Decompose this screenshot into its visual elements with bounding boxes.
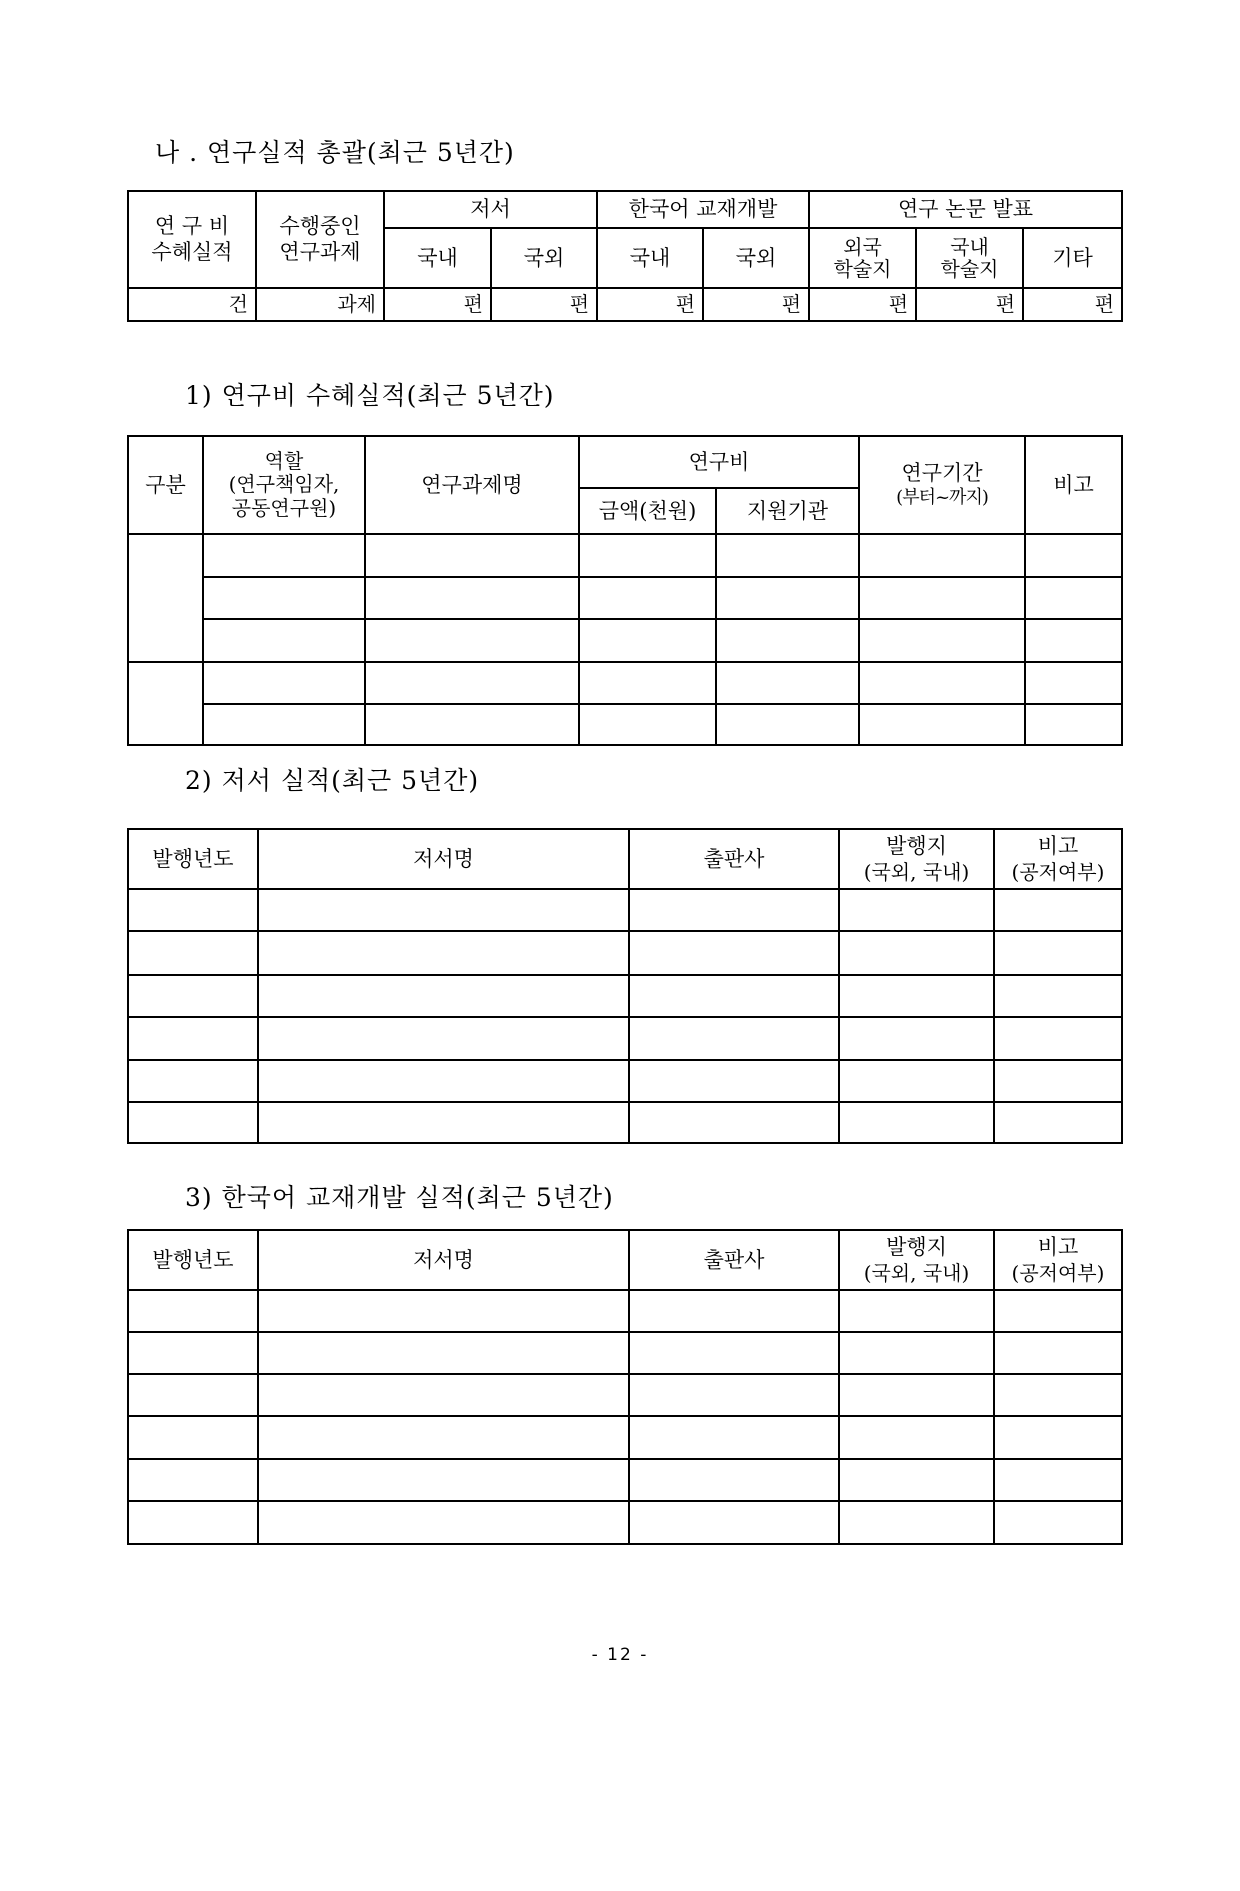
empty-cell bbox=[365, 704, 579, 745]
empty-cell bbox=[994, 1102, 1122, 1143]
header-publish-place-line2: (국외, 국내) bbox=[863, 1260, 970, 1285]
textbooks-foreign-header: 국외 bbox=[703, 228, 809, 288]
empty-cell bbox=[839, 1102, 994, 1143]
empty-cell bbox=[716, 662, 859, 704]
books-domestic-header: 국내 bbox=[384, 228, 491, 288]
empty-cell bbox=[203, 662, 365, 704]
empty-cell bbox=[716, 534, 859, 577]
empty-cell bbox=[839, 1374, 994, 1416]
empty-cell bbox=[258, 1102, 629, 1143]
empty-cell bbox=[839, 1501, 994, 1544]
empty-cell bbox=[258, 1017, 629, 1060]
empty-cell bbox=[859, 534, 1025, 577]
empty-cell bbox=[629, 1290, 839, 1332]
empty-cell bbox=[839, 1332, 994, 1374]
grant-total-header bbox=[128, 191, 256, 288]
unit-cell-grant: 건 bbox=[128, 288, 256, 321]
empty-cell bbox=[839, 889, 994, 931]
empty-cell bbox=[716, 619, 859, 662]
header-publish-place-line1: 발행지 bbox=[886, 1235, 947, 1259]
header-amount: 금액(천원) bbox=[579, 488, 716, 534]
category-group-cell bbox=[128, 662, 203, 745]
header-coauthor-note-line1: 비고 bbox=[1037, 834, 1079, 858]
category-group-cell bbox=[128, 534, 203, 662]
empty-cell bbox=[1025, 619, 1122, 662]
header-role-line2: (연구책임자, bbox=[228, 472, 340, 497]
empty-cell bbox=[258, 975, 629, 1017]
header-fund-group: 연구비 bbox=[579, 436, 859, 488]
unit-cell-etc: 편 bbox=[1023, 288, 1122, 321]
header-publish-year: 발행년도 bbox=[128, 829, 258, 889]
header-publisher: 출판사 bbox=[629, 829, 839, 889]
empty-cell bbox=[258, 1374, 629, 1416]
header-publish-year: 발행년도 bbox=[128, 1230, 258, 1290]
empty-cell bbox=[859, 704, 1025, 745]
empty-cell bbox=[258, 1459, 629, 1501]
header-publish-place bbox=[839, 829, 994, 889]
empty-cell bbox=[579, 534, 716, 577]
empty-cell bbox=[203, 619, 365, 662]
empty-cell bbox=[365, 619, 579, 662]
page-title: 나 . 연구실적 총괄(최근 5년간) bbox=[155, 138, 515, 167]
empty-cell bbox=[128, 1416, 258, 1459]
header-publisher: 출판사 bbox=[629, 1230, 839, 1290]
empty-cell bbox=[128, 1501, 258, 1544]
books-table bbox=[127, 828, 1123, 1144]
header-project-name: 연구과제명 bbox=[365, 436, 579, 534]
empty-cell bbox=[128, 1102, 258, 1143]
header-coauthor-note bbox=[994, 1230, 1122, 1290]
empty-cell bbox=[629, 931, 839, 975]
empty-cell bbox=[859, 662, 1025, 704]
domestic-journal-header-line1: 국내 bbox=[950, 234, 989, 259]
unit-cell-domestic-journal: 편 bbox=[916, 288, 1023, 321]
section-title-books: 2) 저서 실적(최근 5년간) bbox=[185, 766, 480, 795]
unit-cell-books-foreign: 편 bbox=[491, 288, 597, 321]
empty-cell bbox=[629, 1017, 839, 1060]
empty-cell bbox=[994, 889, 1122, 931]
header-period-line1: 연구기간 bbox=[901, 461, 983, 486]
empty-cell bbox=[258, 1416, 629, 1459]
header-coauthor-note-line2: (공저여부) bbox=[1011, 859, 1105, 884]
empty-cell bbox=[258, 1332, 629, 1374]
ongoing-projects-header-line1: 수행중인 bbox=[279, 213, 361, 238]
header-coauthor-note bbox=[994, 829, 1122, 889]
header-coauthor-note-line1: 비고 bbox=[1037, 1235, 1079, 1259]
empty-cell bbox=[128, 1374, 258, 1416]
ongoing-projects-header bbox=[256, 191, 384, 288]
empty-cell bbox=[128, 975, 258, 1017]
header-publish-place bbox=[839, 1230, 994, 1290]
empty-cell bbox=[365, 662, 579, 704]
empty-cell bbox=[839, 931, 994, 975]
empty-cell bbox=[994, 931, 1122, 975]
unit-cell-textbooks-foreign: 편 bbox=[703, 288, 809, 321]
summary-table bbox=[127, 190, 1123, 322]
header-category: 구분 bbox=[128, 436, 203, 534]
empty-cell bbox=[579, 619, 716, 662]
empty-cell bbox=[1025, 534, 1122, 577]
empty-cell bbox=[128, 931, 258, 975]
foreign-journal-header-line2: 학술지 bbox=[833, 257, 892, 281]
empty-cell bbox=[994, 1332, 1122, 1374]
empty-cell bbox=[839, 1290, 994, 1332]
empty-cell bbox=[128, 1060, 258, 1102]
unit-cell-books-domestic: 편 bbox=[384, 288, 491, 321]
empty-cell bbox=[994, 1290, 1122, 1332]
section-title-funding: 1) 연구비 수혜실적(최근 5년간) bbox=[185, 381, 555, 410]
empty-cell bbox=[579, 662, 716, 704]
empty-cell bbox=[629, 1459, 839, 1501]
empty-cell bbox=[839, 1416, 994, 1459]
empty-cell bbox=[994, 1501, 1122, 1544]
grant-total-header-line2: 수혜실적 bbox=[151, 239, 233, 264]
header-note: 비고 bbox=[1025, 436, 1122, 534]
unit-cell-foreign-journal: 편 bbox=[809, 288, 916, 321]
ongoing-projects-header-line2: 연구과제 bbox=[279, 239, 361, 264]
empty-cell bbox=[839, 1060, 994, 1102]
unit-cell-ongoing: 과제 bbox=[256, 288, 384, 321]
empty-cell bbox=[629, 1501, 839, 1544]
textbooks-domestic-header: 국내 bbox=[597, 228, 703, 288]
empty-cell bbox=[839, 1017, 994, 1060]
books-group-header: 저서 bbox=[384, 191, 597, 228]
section-title-textbooks: 3) 한국어 교재개발 실적(최근 5년간) bbox=[185, 1183, 614, 1212]
empty-cell bbox=[629, 1374, 839, 1416]
books-foreign-header: 국외 bbox=[491, 228, 597, 288]
header-period bbox=[859, 436, 1025, 534]
empty-cell bbox=[994, 1416, 1122, 1459]
header-publish-place-line1: 발행지 bbox=[886, 834, 947, 858]
empty-cell bbox=[1025, 704, 1122, 745]
grant-total-header-line1: 연 구 비 bbox=[154, 213, 230, 238]
empty-cell bbox=[258, 1501, 629, 1544]
empty-cell bbox=[994, 1459, 1122, 1501]
empty-cell bbox=[994, 975, 1122, 1017]
empty-cell bbox=[579, 704, 716, 745]
papers-group-header: 연구 논문 발표 bbox=[809, 191, 1122, 228]
empty-cell bbox=[859, 577, 1025, 619]
empty-cell bbox=[629, 1416, 839, 1459]
funding-table bbox=[127, 435, 1123, 746]
empty-cell bbox=[716, 704, 859, 745]
empty-cell bbox=[365, 534, 579, 577]
empty-cell bbox=[128, 1459, 258, 1501]
empty-cell bbox=[128, 1332, 258, 1374]
etc-header: 기타 bbox=[1023, 228, 1122, 288]
empty-cell bbox=[629, 1332, 839, 1374]
header-book-title: 저서명 bbox=[258, 829, 629, 889]
empty-cell bbox=[203, 577, 365, 619]
header-role-line1: 역할 bbox=[264, 448, 304, 473]
empty-cell bbox=[258, 1290, 629, 1332]
empty-cell bbox=[1025, 662, 1122, 704]
domestic-journal-header bbox=[916, 228, 1023, 288]
empty-cell bbox=[203, 534, 365, 577]
empty-cell bbox=[994, 1017, 1122, 1060]
empty-cell bbox=[579, 577, 716, 619]
empty-cell bbox=[258, 931, 629, 975]
domestic-journal-header-line2: 학술지 bbox=[940, 257, 999, 281]
empty-cell bbox=[716, 577, 859, 619]
empty-cell bbox=[629, 889, 839, 931]
header-publish-place-line2: (국외, 국내) bbox=[863, 859, 970, 884]
empty-cell bbox=[994, 1060, 1122, 1102]
empty-cell bbox=[839, 975, 994, 1017]
empty-cell bbox=[128, 889, 258, 931]
textbooks-table bbox=[127, 1229, 1123, 1545]
document-page bbox=[127, 138, 1121, 1545]
foreign-journal-header-line1: 외국 bbox=[843, 234, 882, 259]
empty-cell bbox=[258, 889, 629, 931]
empty-cell bbox=[629, 1060, 839, 1102]
empty-cell bbox=[128, 1017, 258, 1060]
textbooks-group-header: 한국어 교재개발 bbox=[597, 191, 809, 228]
header-coauthor-note-line2: (공저여부) bbox=[1011, 1260, 1105, 1285]
empty-cell bbox=[629, 1102, 839, 1143]
empty-cell bbox=[128, 1290, 258, 1332]
header-book-title: 저서명 bbox=[258, 1230, 629, 1290]
header-role-line3: 공동연구원) bbox=[231, 495, 337, 520]
empty-cell bbox=[1025, 577, 1122, 619]
empty-cell bbox=[994, 1374, 1122, 1416]
unit-cell-textbooks-domestic: 편 bbox=[597, 288, 703, 321]
empty-cell bbox=[859, 619, 1025, 662]
header-period-line2: (부터~까지) bbox=[896, 486, 988, 508]
empty-cell bbox=[203, 704, 365, 745]
empty-cell bbox=[839, 1459, 994, 1501]
page-number: - 12 - bbox=[591, 1645, 649, 1665]
empty-cell bbox=[365, 577, 579, 619]
header-agency: 지원기관 bbox=[716, 488, 859, 534]
foreign-journal-header bbox=[809, 228, 916, 288]
header-role bbox=[203, 436, 365, 534]
empty-cell bbox=[629, 975, 839, 1017]
empty-cell bbox=[258, 1060, 629, 1102]
